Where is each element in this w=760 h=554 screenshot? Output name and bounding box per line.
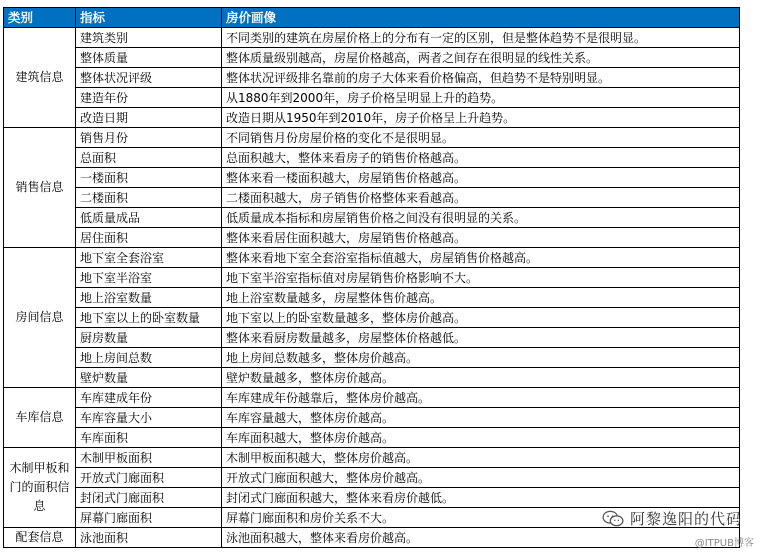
indicator-cell: 改造日期 xyxy=(76,108,222,128)
portrait-cell: 车库容量越大，整体房价越高。 xyxy=(222,408,740,428)
table-row xyxy=(4,288,740,308)
category-cell: 房间信息 xyxy=(4,248,76,388)
portrait-cell: 木制甲板面积越大，整体房价越高。 xyxy=(222,448,740,468)
table-row xyxy=(4,468,740,488)
watermark-text: 阿黎逸阳的代码 xyxy=(629,510,742,528)
portrait-cell: 改造日期从1950年到2010年，房子价格呈上升趋势。 xyxy=(222,108,740,128)
portrait-cell: 二楼面积越大，房子销售价格整体来看越高。 xyxy=(222,188,740,208)
header-category: 类别 xyxy=(4,8,76,28)
table-row xyxy=(4,88,740,108)
indicator-cell: 地下室全套浴室 xyxy=(76,248,222,268)
indicator-cell: 建筑类别 xyxy=(76,28,222,48)
portrait-cell: 不同销售月份房屋价格的变化不是很明显。 xyxy=(222,128,740,148)
table-row xyxy=(4,348,740,368)
indicator-cell: 一楼面积 xyxy=(76,168,222,188)
portrait-cell: 从1880年到2000年，房子价格呈明显上升的趋势。 xyxy=(222,88,740,108)
table-row xyxy=(4,188,740,208)
category-cell: 配套信息 xyxy=(4,528,76,548)
indicator-cell: 地下室以上的卧室数量 xyxy=(76,308,222,328)
portrait-cell: 地上房间总数越多，整体房价越高。 xyxy=(222,348,740,368)
table-row xyxy=(4,68,740,88)
table-row xyxy=(4,148,740,168)
category-cell: 销售信息 xyxy=(4,128,76,248)
portrait-cell: 整体来看居住面积越大，房屋销售价格越高。 xyxy=(222,228,740,248)
portrait-cell: 地下室以上的卧室数量越多，整体房价越高。 xyxy=(222,308,740,328)
wechat-icon xyxy=(602,510,624,528)
watermark xyxy=(602,508,742,529)
category-cell: 建筑信息 xyxy=(4,28,76,128)
table-row xyxy=(4,228,740,248)
indicator-cell: 泳池面积 xyxy=(76,528,222,548)
portrait-cell: 整体质量级别越高，房屋价格越高，两者之间存在很明显的线性关系。 xyxy=(222,48,740,68)
table-row xyxy=(4,308,740,328)
table-row xyxy=(4,108,740,128)
portrait-cell: 整体状况评级排名靠前的房子大体来看价格偏高，但趋势不是特别明显。 xyxy=(222,68,740,88)
indicator-cell: 开放式门廊面积 xyxy=(76,468,222,488)
table-row xyxy=(4,368,740,388)
indicator-cell: 二楼面积 xyxy=(76,188,222,208)
portrait-cell: 整体来看厨房数量越多，房屋整体价格越低。 xyxy=(222,328,740,348)
indicator-cell: 地上房间总数 xyxy=(76,348,222,368)
portrait-cell: 泳池面积越大，整体来看房价越高。 xyxy=(222,528,740,548)
table-row xyxy=(4,528,740,548)
indicator-cell: 封闭式门廊面积 xyxy=(76,488,222,508)
table-row xyxy=(4,28,740,48)
indicator-cell: 居住面积 xyxy=(76,228,222,248)
portrait-cell: 整体来看地下室全套浴室指标值越大，房屋销售价格越高。 xyxy=(222,248,740,268)
portrait-cell: 封闭式门廊面积越大，整体来看房价越低。 xyxy=(222,488,740,508)
category-cell: 木制甲板和门的面积信息 xyxy=(4,448,76,528)
table-row xyxy=(4,488,740,508)
table-row xyxy=(4,128,740,148)
table-body xyxy=(4,28,740,548)
table-row xyxy=(4,168,740,188)
indicator-cell: 总面积 xyxy=(76,148,222,168)
indicator-cell: 木制甲板面积 xyxy=(76,448,222,468)
indicator-cell: 车库面积 xyxy=(76,428,222,448)
house-price-table xyxy=(3,7,740,548)
portrait-cell: 车库面积越大，整体房价越高。 xyxy=(222,428,740,448)
portrait-cell: 车库建成年份越靠后，整体房价越高。 xyxy=(222,388,740,408)
table-row xyxy=(4,208,740,228)
indicator-cell: 建造年份 xyxy=(76,88,222,108)
table-row xyxy=(4,268,740,288)
indicator-cell: 整体质量 xyxy=(76,48,222,68)
table-header-row xyxy=(4,8,740,28)
portrait-cell: 地上浴室数量越多，房屋整体售价越高。 xyxy=(222,288,740,308)
portrait-cell: 屏幕门廊面积和房价关系不大。 xyxy=(222,508,740,528)
portrait-cell: 地下室半浴室指标值对房屋销售价格影响不大。 xyxy=(222,268,740,288)
indicator-cell: 车库建成年份 xyxy=(76,388,222,408)
indicator-cell: 厨房数量 xyxy=(76,328,222,348)
header-portrait: 房价画像 xyxy=(222,8,740,28)
portrait-cell: 低质量成本指标和房屋销售价格之间没有很明显的关系。 xyxy=(222,208,740,228)
table-row xyxy=(4,448,740,468)
indicator-cell: 销售月份 xyxy=(76,128,222,148)
indicator-cell: 低质量成品 xyxy=(76,208,222,228)
header-indicator: 指标 xyxy=(76,8,222,28)
indicator-cell: 屏幕门廊面积 xyxy=(76,508,222,528)
table-row xyxy=(4,328,740,348)
portrait-cell: 整体来看一楼面积越大，房屋销售价格越高。 xyxy=(222,168,740,188)
indicator-cell: 地上浴室数量 xyxy=(76,288,222,308)
watermark-sub: @ITPUB博客 xyxy=(694,538,754,549)
table-row xyxy=(4,428,740,448)
portrait-cell: 壁炉数量越多，整体房价越高。 xyxy=(222,368,740,388)
table-row xyxy=(4,248,740,268)
portrait-cell: 总面积越大，整体来看房子的销售价格越高。 xyxy=(222,148,740,168)
portrait-cell: 开放式门廊面积越大，整体房价越高。 xyxy=(222,468,740,488)
category-cell: 车库信息 xyxy=(4,388,76,448)
indicator-cell: 车库容量大小 xyxy=(76,408,222,428)
table-row xyxy=(4,388,740,408)
table-row xyxy=(4,48,740,68)
table-row xyxy=(4,408,740,428)
indicator-cell: 地下室半浴室 xyxy=(76,268,222,288)
indicator-cell: 壁炉数量 xyxy=(76,368,222,388)
portrait-cell: 不同类别的建筑在房屋价格上的分布有一定的区别，但是整体趋势不是很明显。 xyxy=(222,28,740,48)
indicator-cell: 整体状况评级 xyxy=(76,68,222,88)
